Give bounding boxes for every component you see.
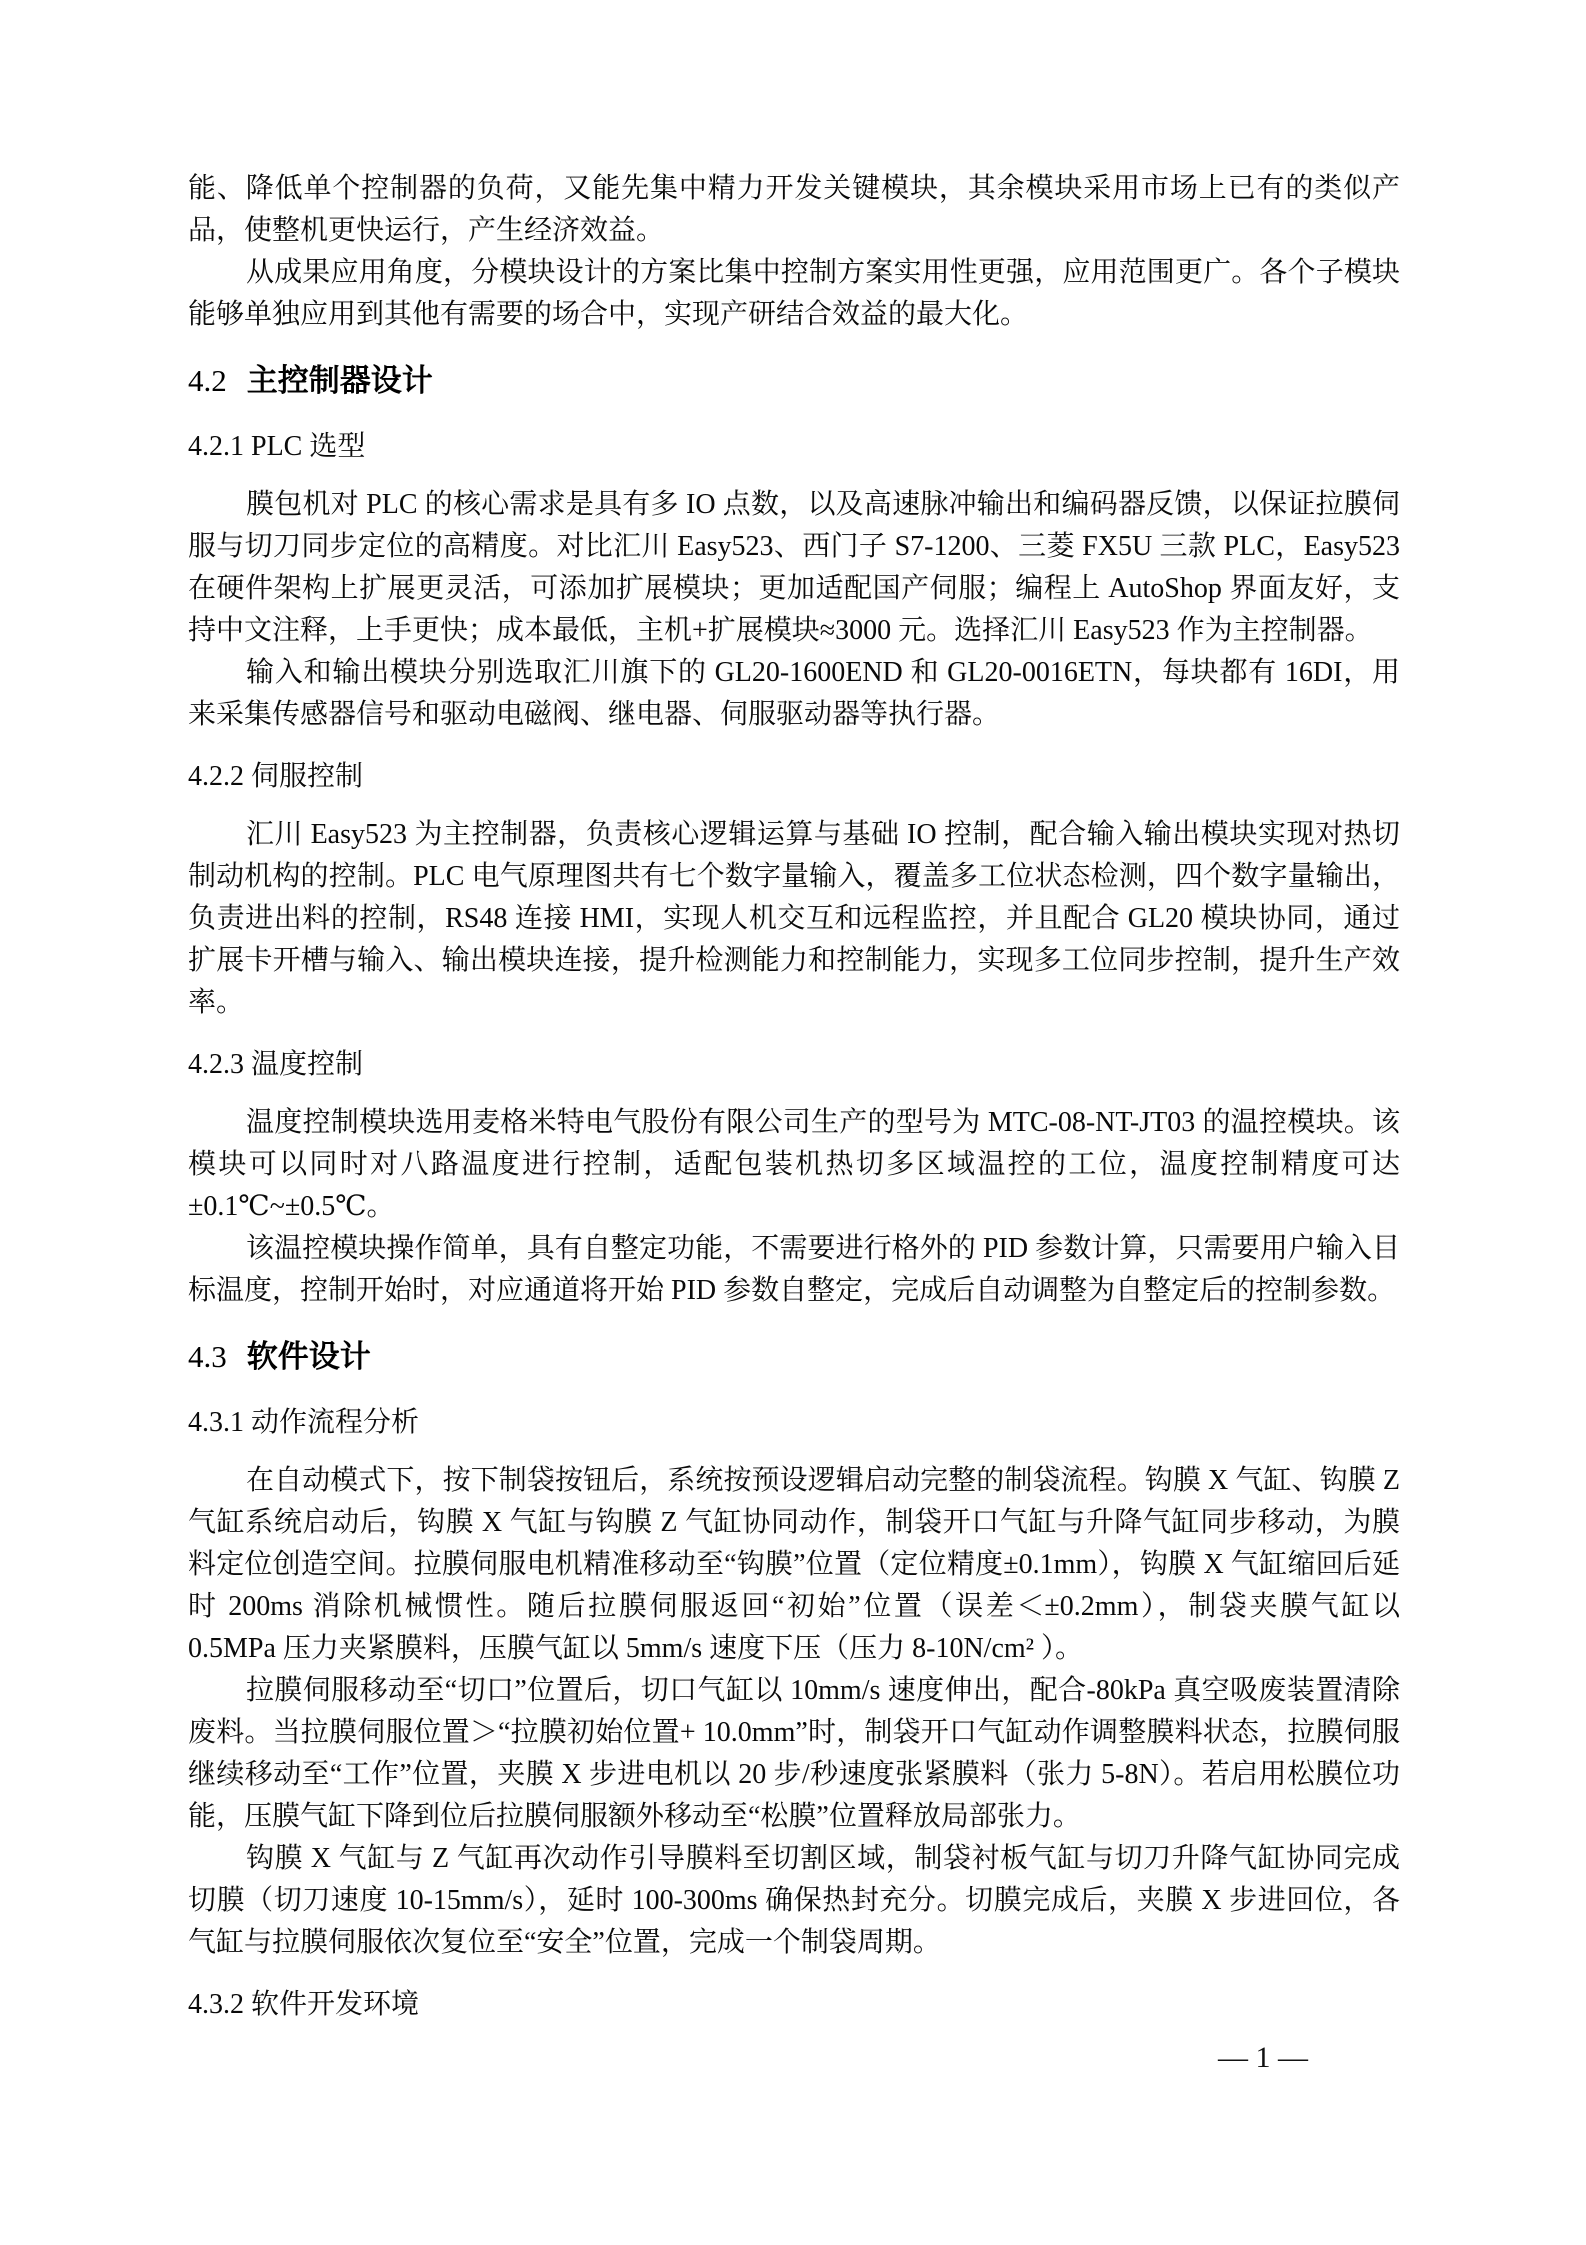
heading-title: 主控制器设计 <box>246 363 433 398</box>
paragraph: 能、降低单个控制器的负荷，又能先集中精力开发关键模块，其余模块采用市场上已有的类似产品，使整机更快运行，产生经济效益。 <box>188 173 1400 246</box>
subsection-heading-4-3-2: 4.3.2 软件开发环境 <box>188 1989 420 2020</box>
subsection-heading-4-2-2: 4.2.2 伺服控制 <box>188 761 364 792</box>
paragraph: 膜包机对 PLC 的核心需求是具有多 IO 点数，以及高速脉冲输出和编码器反馈，以保证拉膜伺服与切刀同步定位的高精度。对比汇川 Easy523、西门子 S7-1200、三菱 FX5U 三款 PLC，Easy523 在硬件架构上扩展更灵活，可添加扩展模块；更加适配国产伺服；编程上 AutoShop 界面友好，支持中文注释，上手更快；成本最低，主机+扩展模块≈3000 元。选择汇川 Easy523 作为主控制器。 <box>188 489 1400 646</box>
paragraph: 拉膜伺服移动至“切口”位置后，切口气缸以 10mm/s 速度伸出，配合-80kPa 真空吸废装置清除废料。当拉膜伺服位置＞“拉膜初始位置+ 10.0mm”时，制袋开口气缸动作调整膜料状态，拉膜伺服继续移动至“工作”位置，夹膜 X 步进电机以 20 步/秒速度张紧膜料（张力 5-8N）。若启用松膜位功能，压膜气缸下降到位后拉膜伺服额外移动至“松膜”位置释放局部张力。 <box>188 1675 1400 1832</box>
heading-number: 4.2 <box>188 363 227 398</box>
paragraph: 该温控模块操作简单，具有自整定功能，不需要进行格外的 PID 参数计算，只需要用户输入目标温度，控制开始时，对应通道将开始 PID 参数自整定，完成后自动调整为自整定后的控制参数。 <box>188 1233 1400 1306</box>
paragraph: 从成果应用角度，分模块设计的方案比集中控制方案实用性更强，应用范围更广。各个子模块能够单独应用到其他有需要的场合中，实现产研结合效益的最大化。 <box>188 257 1400 330</box>
section-heading-4-3 <box>188 1334 1400 1380</box>
paragraph: 温度控制模块选用麦格米特电气股份有限公司生产的型号为 MTC-08-NT-JT03 的温控模块。该模块可以同时对八路温度进行控制，适配包装机热切多区域温控的工位，温度控制精度可达±0.1℃~±0.5℃。 <box>188 1107 1400 1222</box>
subsection-heading-4-2-3: 4.2.3 温度控制 <box>188 1049 364 1080</box>
section-heading-4-2 <box>188 358 1400 404</box>
paragraph: 输入和输出模块分别选取汇川旗下的 GL20-1600END 和 GL20-0016ETN，每块都有 16DI，用来采集传感器信号和驱动电磁阀、继电器、伺服驱动器等执行器。 <box>188 657 1400 730</box>
subsection-heading-4-3-1: 4.3.1 动作流程分析 <box>188 1407 420 1438</box>
heading-title: 软件设计 <box>246 1339 371 1374</box>
paragraph: 汇川 Easy523 为主控制器，负责核心逻辑运算与基础 IO 控制，配合输入输出模块实现对热切制动机构的控制。PLC 电气原理图共有七个数字量输入，覆盖多工位状态检测，四个数字量输出，负责进出料的控制，RS48 连接 HMI，实现人机交互和远程监控，并且配合 GL20 模块协同，通过扩展卡开槽与输入、输出模块连接，提升检测能力和控制能力，实现多工位同步控制，提升生产效率。 <box>188 819 1400 1018</box>
heading-number: 4.3 <box>188 1339 227 1374</box>
paragraph: 在自动模式下，按下制袋按钮后，系统按预设逻辑启动完整的制袋流程。钩膜 X 气缸、钩膜 Z 气缸系统启动后，钩膜 X 气缸与钩膜 Z 气缸协同动作，制袋开口气缸与升降气缸同步移动，为膜料定位创造空间。拉膜伺服电机精准移动至“钩膜”位置（定位精度±0.1mm），钩膜 X 气缸缩回后延时 200ms 消除机械惯性。随后拉膜伺服返回“初始”位置（误差＜±0.2mm），制袋夹膜气缸以 0.5MPa 压力夹紧膜料，压膜气缸以 5mm/s 速度下压（压力 8-10N/cm² ）。 <box>188 1465 1400 1664</box>
subsection-heading-4-2-1: 4.2.1 PLC 选型 <box>188 431 366 462</box>
paragraph: 钩膜 X 气缸与 Z 气缸再次动作引导膜料至切割区域，制袋衬板气缸与切刀升降气缸协同完成切膜（切刀速度 10-15mm/s），延时 100-300ms 确保热封充分。切膜完成后，夹膜 X 步进回位，各气缸与拉膜伺服依次复位至“安全”位置，完成一个制袋周期。 <box>188 1843 1400 1958</box>
page-number: — 1 — <box>1218 2041 1308 2074</box>
